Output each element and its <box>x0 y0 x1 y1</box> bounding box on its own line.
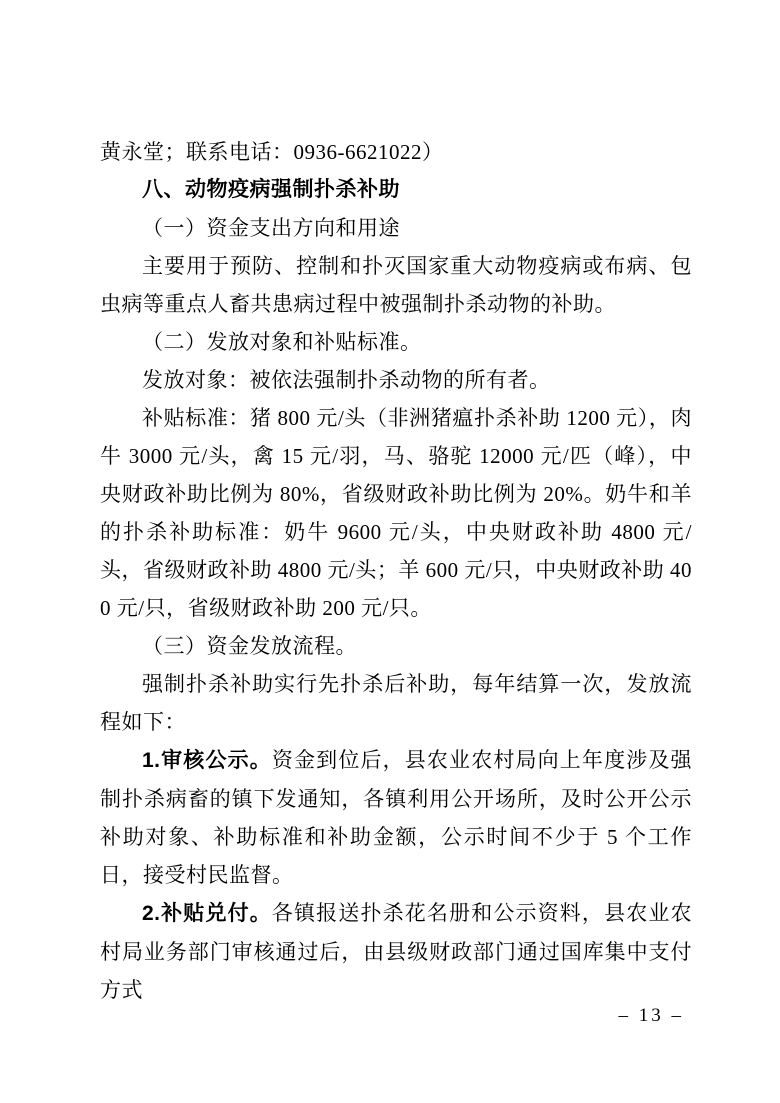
subsection-1-heading: （一）资金支出方向和用途 <box>142 216 400 240</box>
numbered-item-1-label: 1.审核公示。 <box>142 749 272 772</box>
numbered-item-2-label: 2.补贴兑付。 <box>142 902 272 925</box>
subsection-2-paragraph-standard: 补贴标准：猪 800 元/头（非洲猪瘟扑杀补助 1200 元），肉牛 3000 元/头，禽 15 元/羽，马、骆驼 12000 元/匹（峰），中央财政补助比例为 80%，省级财政补助比例为 20%。奶牛和羊的扑杀补助标准：奶牛 9600 元/头，中央财政补助 4800 元/头，省级财政补助 4800 元/头；羊 600 元/只，中央财政补助 400 元/只，省级财政补助 200 元/只。 <box>100 406 692 620</box>
page-number: – 13 – <box>618 1005 684 1026</box>
numbered-item-2-text: 各镇报送扑杀花名册和公示资料，县农业农村局业务部门审核通过后，由县级财政部门通过国库集中支付方式 <box>100 901 693 1002</box>
subsection-3-paragraph-intro: 强制扑杀补助实行先扑杀后补助，每年结算一次，发放流程如下： <box>100 672 692 734</box>
subsection-2-paragraph-target: 发放对象：被依法强制扑杀动物的所有者。 <box>142 368 551 392</box>
document-body <box>100 133 692 1009</box>
numbered-item-2 <box>100 894 692 1009</box>
contact-continuation-line: 黄永堂；联系电话：0936-6621022） <box>100 140 444 164</box>
subsection-3-heading: （三）资金发放流程。 <box>142 634 357 658</box>
subsection-2-heading: （二）发放对象和补贴标准。 <box>142 330 422 354</box>
numbered-item-1-text: 资金到位后，县农业农村局向上年度涉及强制扑杀病畜的镇下发通知，各镇利用公开场所，及时公开公示补助对象、补助标准和补助金额，公示时间不少于 5 个工作日，接受村民监督。 <box>100 748 693 887</box>
numbered-item-1 <box>100 741 692 894</box>
section-heading: 八、动物疫病强制扑杀补助 <box>142 178 400 201</box>
subsection-1-paragraph: 主要用于预防、控制和扑灭国家重大动物疫病或布病、包虫病等重点人畜共患病过程中被强制扑杀动物的补助。 <box>100 254 692 316</box>
